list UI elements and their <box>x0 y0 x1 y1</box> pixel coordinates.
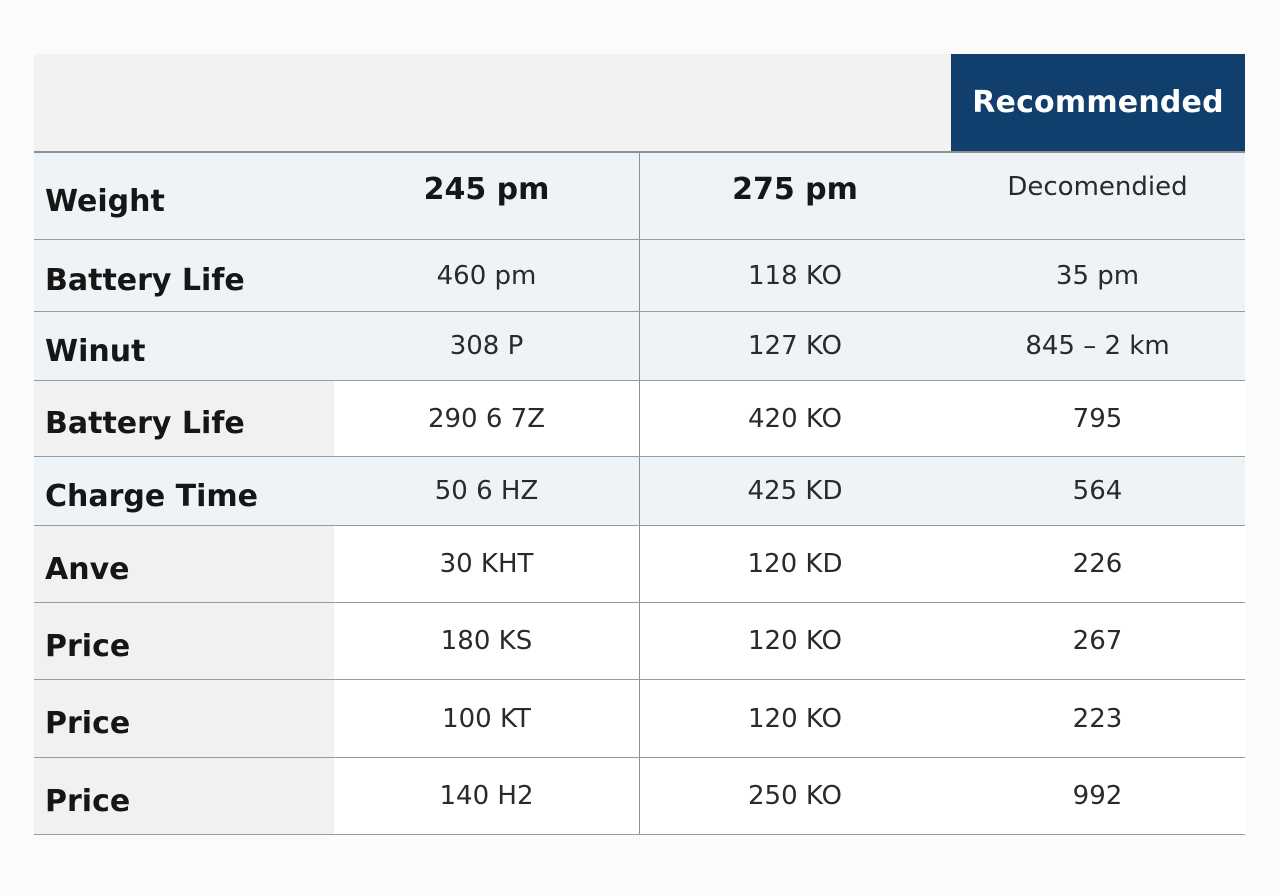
cell-col2: 120 KD <box>640 526 950 602</box>
cell-col3: 35 pm <box>950 240 1245 311</box>
cell-col2: 275 pm <box>640 153 950 239</box>
cell-col3: 845 – 2 km <box>950 312 1245 380</box>
row-label: Anve <box>34 526 334 602</box>
row-label: Charge Time <box>34 457 334 525</box>
table-row <box>34 526 1245 603</box>
row-label: Winut <box>34 312 334 380</box>
cell-col2: 420 KO <box>640 381 950 456</box>
row-label: Price <box>34 603 334 679</box>
cell-col3: 226 <box>950 526 1245 602</box>
cell-col2: 127 KO <box>640 312 950 380</box>
cell-col3: Decomendied <box>950 153 1245 239</box>
cell-col1: 50 6 HZ <box>334 457 640 525</box>
table-row <box>34 457 1245 526</box>
table-row <box>34 680 1245 758</box>
cell-col1: 180 KS <box>334 603 640 679</box>
cell-col1: 460 pm <box>334 240 640 311</box>
row-label: Battery Life <box>34 381 334 456</box>
cell-col3: 795 <box>950 381 1245 456</box>
cell-col3: 992 <box>950 758 1245 834</box>
cell-col3: 223 <box>950 680 1245 757</box>
cell-col3: 564 <box>950 457 1245 525</box>
cell-col2: 120 KO <box>640 603 950 679</box>
cell-col3: 267 <box>950 603 1245 679</box>
table-row <box>34 758 1245 835</box>
row-label: Price <box>34 680 334 757</box>
table-row <box>34 381 1245 457</box>
cell-col1: 290 6 7Z <box>334 381 640 456</box>
table-row <box>34 240 1245 312</box>
cell-col1: 140 H2 <box>334 758 640 834</box>
cell-col1: 100 KT <box>334 680 640 757</box>
row-label: Price <box>34 758 334 834</box>
cell-col2: 425 KD <box>640 457 950 525</box>
comparison-table <box>34 54 1245 835</box>
cell-col1: 245 pm <box>334 153 640 239</box>
cell-col1: 30 KHT <box>334 526 640 602</box>
cell-col2: 120 KO <box>640 680 950 757</box>
table-row <box>34 603 1245 680</box>
cell-col1: 308 P <box>334 312 640 380</box>
cell-col2: 118 KO <box>640 240 950 311</box>
recommended-badge: Recommended <box>951 54 1245 151</box>
row-label: Weight <box>34 153 334 239</box>
table-header <box>34 54 1245 153</box>
cell-col2: 250 KO <box>640 758 950 834</box>
table-row <box>34 312 1245 381</box>
row-label: Battery Life <box>34 240 334 311</box>
table-row <box>34 153 1245 240</box>
